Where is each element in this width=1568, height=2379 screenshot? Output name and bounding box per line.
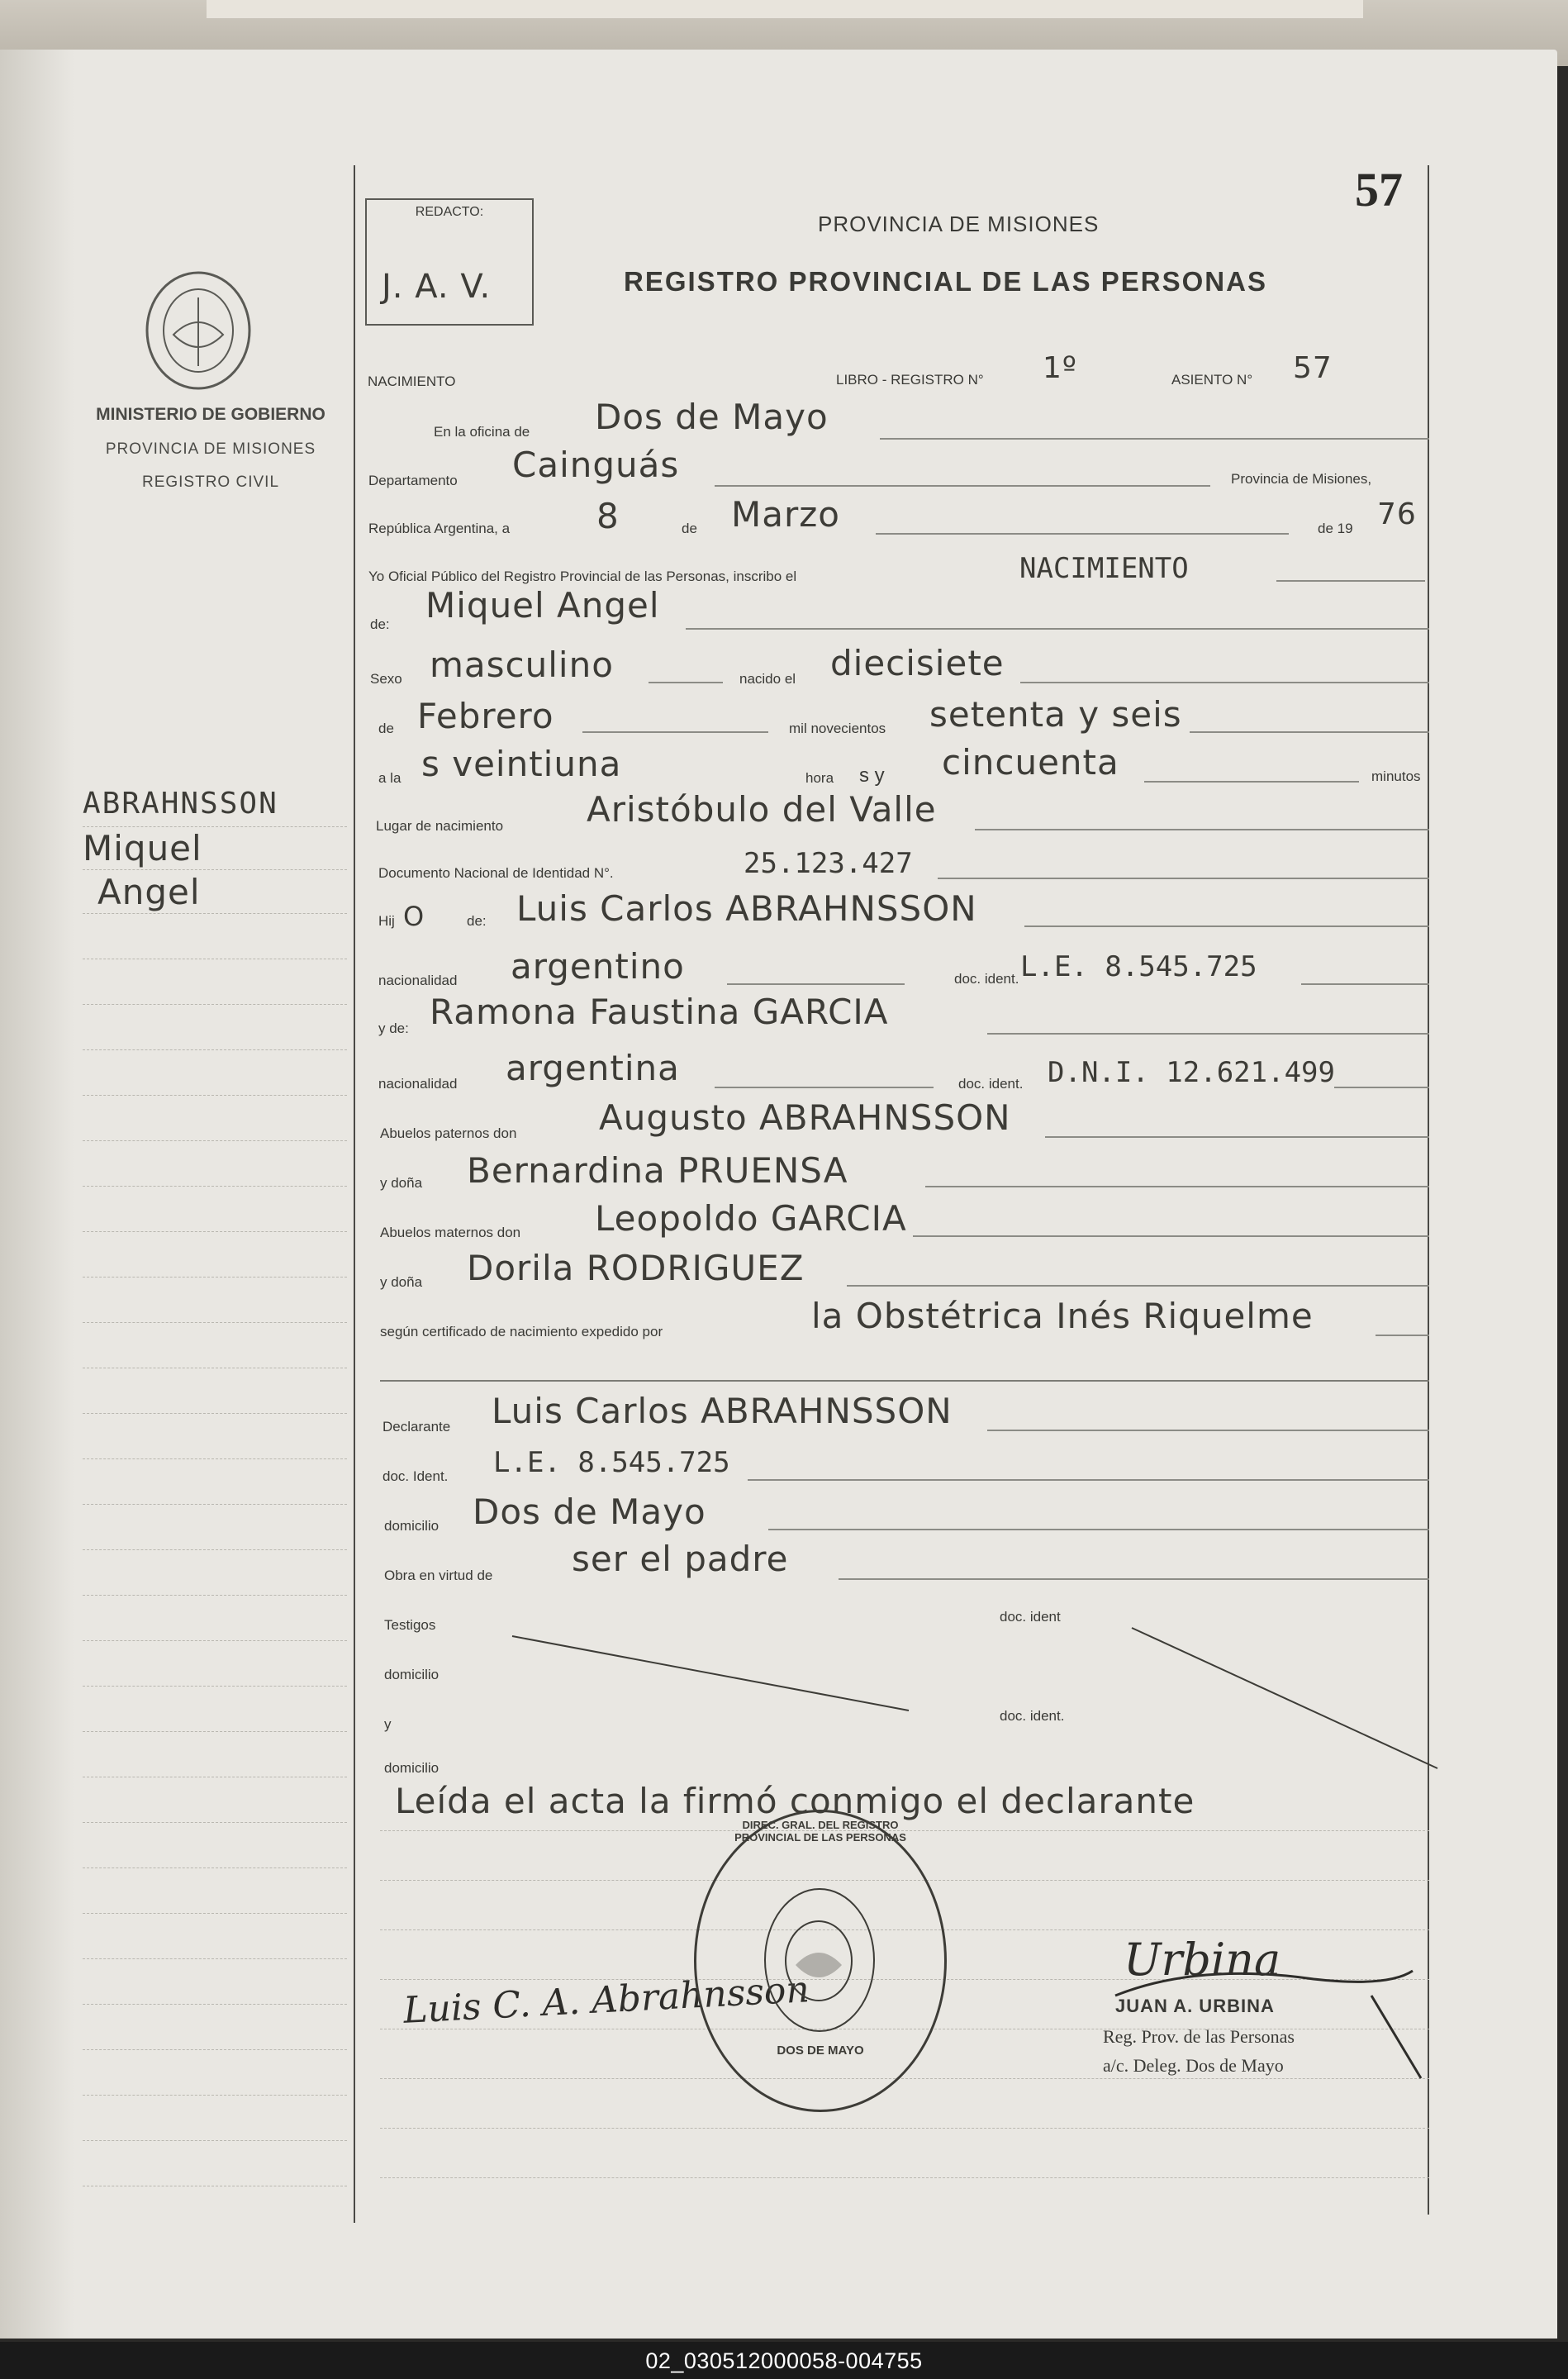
testigos-y-label: y (384, 1716, 392, 1732)
domicilio-label: domicilio (384, 1518, 440, 1534)
testigos-cancel-strikes (496, 1620, 1446, 1777)
lugar-value: Aristóbulo del Valle (587, 789, 937, 830)
margin-note-surname: ABRAHNSSON (83, 787, 278, 821)
declarante-value: Luis Carlos ABRAHNSSON (492, 1391, 953, 1431)
footer-id: 02_030512000058-004755 (645, 2348, 923, 2373)
anio-nac-value: setenta y seis (929, 694, 1182, 735)
hora-value: s veintiuna (421, 744, 622, 784)
libro-label: LIBRO - REGISTRO N° (836, 372, 984, 388)
doc1-label: doc. ident. (954, 971, 1019, 987)
dona1-label: y doña (380, 1175, 423, 1191)
hora-label: hora (805, 770, 834, 786)
abuela-pat-value: Bernardina PRUENSA (467, 1150, 848, 1191)
redacto-box (365, 198, 534, 326)
libro-value: 1º (1043, 351, 1077, 385)
ministry-seal-icon (140, 269, 256, 393)
certificado-value: la Obstétrica Inés Riquelme (811, 1296, 1314, 1336)
nacido-value: diecisiete (830, 643, 1005, 683)
abuela-mat-value: Dorila RODRIGUEZ (467, 1248, 805, 1288)
main-right-border (1428, 165, 1429, 2215)
obra-label: Obra en virtud de (384, 1568, 493, 1583)
hijo-de-label: de: (467, 913, 487, 929)
minutos-label: minutos (1371, 768, 1421, 784)
page-number: 57 (1355, 163, 1403, 216)
de-persona-label: de: (370, 616, 390, 632)
abuelos-pat-label: Abuelos paternos don (380, 1125, 517, 1141)
nacido-label: nacido el (739, 671, 796, 687)
main-left-border (354, 165, 355, 2223)
nombre-value: Miquel Angel (425, 585, 660, 626)
domicilio-value: Dos de Mayo (473, 1492, 706, 1532)
padre-value: Luis Carlos ABRAHNSSON (516, 888, 977, 929)
dia-value: 8 (596, 496, 620, 536)
record-type-label: NACIMIENTO (368, 374, 456, 389)
sexo-value: masculino (430, 645, 614, 685)
testigos-dom2-label: domicilio (384, 1760, 440, 1776)
doc-decl-value: L.E. 8.545.725 (493, 1446, 730, 1479)
official-name: JUAN A. URBINA (1115, 1996, 1275, 2016)
margin-note-given1: Miquel (83, 828, 202, 868)
footer-bar (0, 2342, 1568, 2379)
stamp-emblem-icon (779, 1915, 858, 2006)
madre-value: Ramona Faustina GARCIA (430, 992, 889, 1032)
mil-label: mil novecientos (789, 721, 886, 736)
official-signature: Urbina (1124, 1934, 1281, 1986)
margin-note-given2: Angel (97, 872, 201, 912)
testigos-label: Testigos (384, 1617, 436, 1633)
departamento-value: Cainguás (512, 445, 680, 485)
testigos-doc2-label: doc. ident. (1000, 1708, 1065, 1724)
provincia-suffix: Provincia de Misiones, (1231, 471, 1372, 487)
oficina-label: En la oficina de (434, 424, 530, 440)
hijo-suffix: O (403, 901, 425, 932)
lugar-label: Lugar de nacimiento (376, 818, 504, 834)
doc-madre-value: D.N.I. 12.621.499 (1048, 1056, 1335, 1089)
abuelo-mat-value: Leopoldo GARCIA (595, 1198, 907, 1239)
testigos-doc-label: doc. ident (1000, 1609, 1061, 1625)
stamp-ring-text: DIREC. GRAL. DEL REGISTRO PROVINCIAL DE LAS PERSONAS (734, 1819, 906, 1844)
declarante-signature: Luis C. A. Abrahnsson (402, 1968, 810, 2032)
y-label: s y (859, 764, 885, 787)
republica-label: República Argentina, a (368, 521, 511, 536)
left-registry-label: REGISTRO CIVIL (141, 473, 280, 491)
anio-prefix: de 19 (1318, 521, 1353, 536)
oficial-value: NACIMIENTO (1019, 552, 1189, 585)
doc-padre-value: L.E. 8.545.725 (1020, 950, 1257, 983)
testigos-dom1-label: domicilio (384, 1667, 440, 1682)
anio-value: 76 (1377, 497, 1417, 531)
official-stamp (694, 1810, 947, 2112)
redacto-label: REDACTO: (415, 205, 484, 219)
de-mes-label: de (378, 721, 394, 736)
a-la-label: a la (378, 770, 402, 786)
mes-nac-value: Febrero (417, 696, 554, 736)
redacto-value: J. A. V. (382, 268, 492, 306)
asiento-label: ASIENTO N° (1171, 372, 1253, 388)
nac-madre-value: argentina (506, 1048, 680, 1088)
sexo-label: Sexo (370, 671, 402, 687)
left-province-label: PROVINCIA DE MISIONES (105, 440, 316, 458)
official-line1: Reg. Prov. de las Personas (1103, 2026, 1295, 2047)
doc2-label: doc. ident. (958, 1076, 1024, 1092)
doc-decl-label: doc. Ident. (382, 1468, 449, 1484)
dona2-label: y doña (380, 1274, 423, 1290)
obra-value: ser el padre (572, 1539, 789, 1579)
official-line2: a/c. Deleg. Dos de Mayo (1103, 2055, 1284, 2076)
abuelos-mat-label: Abuelos maternos don (380, 1225, 521, 1240)
header-province: PROVINCIA DE MISIONES (818, 212, 1100, 236)
stamp-inner-text: DOS DE MAYO (777, 2044, 864, 2058)
ministry-label: MINISTERIO DE GOBIERNO (96, 405, 325, 424)
oficina-value: Dos de Mayo (595, 397, 829, 437)
official-signature-flourish (1099, 1946, 1429, 2086)
minutos-value: cincuenta (942, 742, 1119, 783)
dni-label: Documento Nacional de Identidad N°. (378, 865, 614, 881)
nac-padre-value: argentino (511, 946, 685, 987)
dni-value: 25.123.427 (744, 847, 913, 880)
leida-statement: Leída el acta la firmó conmigo el declarante (395, 1781, 1195, 1821)
hijo-label: Hij (378, 913, 395, 929)
abuelo-pat-value: Augusto ABRAHNSSON (599, 1097, 1011, 1138)
y-de-label: y de: (378, 1021, 409, 1036)
nac1-label: nacionalidad (378, 973, 458, 988)
certificado-label: según certificado de nacimiento expedido por (380, 1324, 663, 1339)
departamento-label: Departamento (368, 473, 458, 488)
nac2-label: nacionalidad (378, 1076, 458, 1092)
declarante-label: Declarante (382, 1419, 451, 1435)
asiento-value: 57 (1293, 351, 1333, 385)
header-registry: REGISTRO PROVINCIAL DE LAS PERSONAS (624, 266, 1267, 297)
de-label: de (682, 521, 697, 536)
mes-value: Marzo (731, 494, 840, 535)
oficial-label: Yo Oficial Público del Registro Provincial de las Personas, inscribo el (368, 569, 797, 584)
